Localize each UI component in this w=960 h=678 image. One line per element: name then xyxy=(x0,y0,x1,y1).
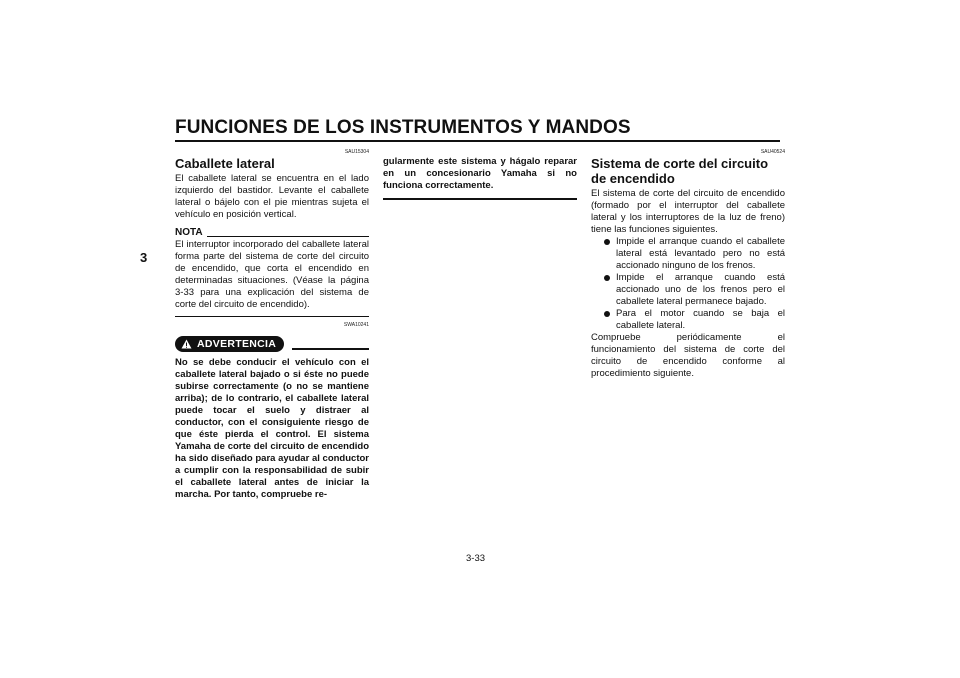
warning-heading xyxy=(175,336,369,352)
list-item: Impide el arranque cuando el caballete lateral está levantado pero no está accionado ninguno de los frenos. xyxy=(604,236,785,272)
side-stand-body: El caballete lateral se encuentra en el lado izquierdo del bastidor. Levante el caballete lateral o bájelo con el pie mientras sujeta el vehículo en posición vertical. xyxy=(175,173,369,220)
warning-text-continued: gularmente este sistema y hágalo reparar en un concesionario Yamaha si no funciona correctamente. xyxy=(383,156,577,191)
nota-text: El interruptor incorporado del caballete lateral forma parte del sistema de corte del circuito de encendido, que corta el encendido en determinadas situaciones. (Véase la página 3-33 para una explicación del sistema de corte del circuito de encendido). xyxy=(175,239,369,310)
left-column xyxy=(175,148,369,501)
section-title-ignition-cutoff: Sistema de corte del circuito de encendido xyxy=(591,156,769,186)
section-title-side-stand: Caballete lateral xyxy=(175,156,275,171)
section-code: SAU15304 xyxy=(344,149,369,155)
list-item: Para el motor cuando se baja el caballete lateral. xyxy=(604,308,785,332)
warning-triangle-icon xyxy=(181,339,192,349)
page-number: 3-33 xyxy=(466,553,486,564)
section-code: SAU40524 xyxy=(760,149,785,155)
nota-rule xyxy=(207,236,369,237)
nota-heading xyxy=(175,227,369,239)
warning-code: SWA10241 xyxy=(343,322,369,328)
page-header-title: FUNCIONES DE LOS INSTRUMENTOS Y MANDOS xyxy=(175,117,631,138)
nota-label: NOTA xyxy=(175,227,203,238)
ignition-cutoff-functions xyxy=(591,236,785,332)
warning-badge xyxy=(175,336,284,352)
header-rule xyxy=(175,140,780,142)
middle-column xyxy=(383,156,577,200)
list-item: Impide el arranque cuando está accionado uno de los frenos pero el caballete lateral permanece bajado. xyxy=(604,272,785,308)
ignition-cutoff-intro: El sistema de corte del circuito de encendido (formado por el interruptor del caballete lateral y los interruptores de la luz de freno) tiene las funciones siguientes. xyxy=(591,188,785,235)
warning-end-rule xyxy=(383,198,577,200)
ignition-cutoff-closing: Compruebe periódicamente el funcionamiento del sistema de corte del circuito de encendido conforme al procedimiento siguiente. xyxy=(591,332,785,379)
right-column xyxy=(591,148,785,380)
chapter-tab: 3 xyxy=(140,250,148,265)
warning-text: No se debe conducir el vehículo con el caballete lateral bajado o si éste no puede subirse correctamente (o no se mantiene arriba); de lo contrario, el caballete lateral puede tocar el suelo y distraer al conductor, con el consiguiente riesgo de que éste pierda el control. El sistema Yamaha de corte del circuito de encendido ha sido diseñado para ayudar al conductor a cumplir con la responsabilidad de subir el caballete lateral antes de iniciar la marcha. Por tanto, compruebe re- xyxy=(175,357,369,500)
warning-heading-rule xyxy=(292,348,369,350)
warning-label: ADVERTENCIA xyxy=(197,338,277,350)
nota-end-rule xyxy=(175,316,369,317)
